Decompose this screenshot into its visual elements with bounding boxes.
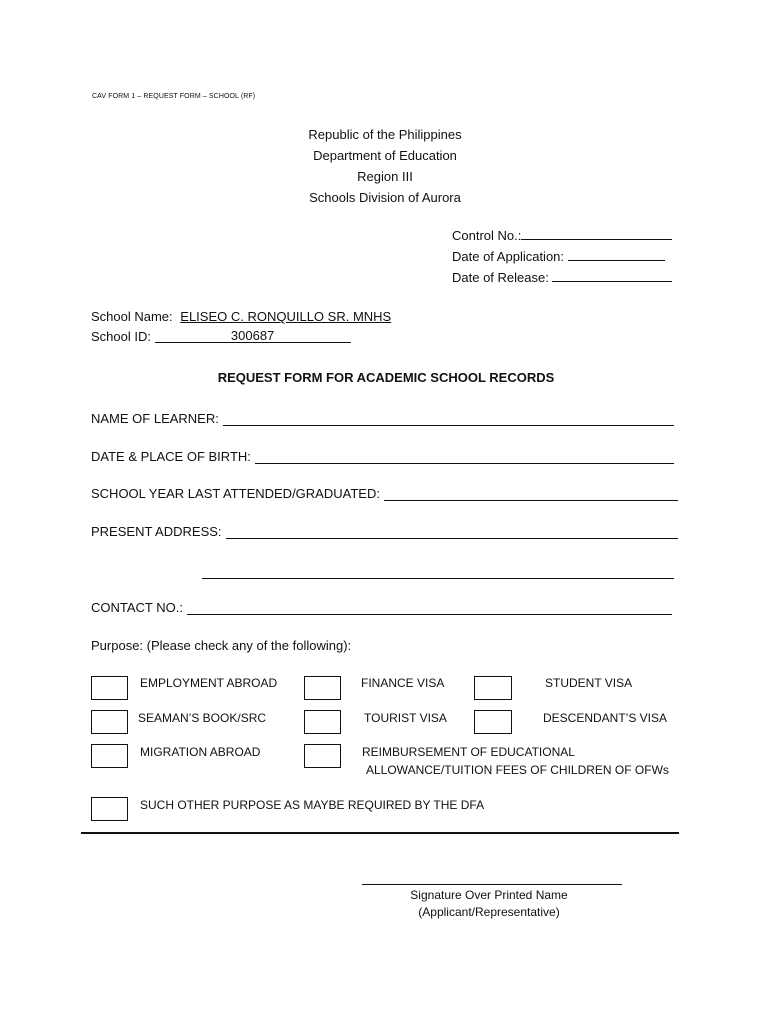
seamans-book-label: SEAMAN’S BOOK/SRC (138, 711, 267, 725)
other-purpose-label: SUCH OTHER PURPOSE AS MAYBE REQUIRED BY THE DFA (140, 798, 485, 812)
control-no-label: Control No.: (452, 228, 522, 243)
date-application-field[interactable] (568, 248, 665, 261)
learner-name-row (91, 411, 674, 426)
seamans-book-checkbox[interactable] (91, 710, 128, 734)
descendants-visa-checkbox[interactable] (474, 710, 512, 734)
employment-abroad-label: EMPLOYMENT ABROAD (140, 676, 278, 690)
date-application-row (452, 248, 665, 264)
header-department: Department of Education (313, 148, 457, 163)
address-row (91, 524, 678, 539)
school-name-label: School Name: (91, 309, 173, 324)
agency-header (0, 124, 768, 208)
migration-abroad-checkbox[interactable] (91, 744, 128, 768)
learner-name-field[interactable] (223, 413, 674, 426)
student-visa-label: STUDENT VISA (545, 676, 633, 690)
header-region: Region III (357, 169, 413, 184)
date-release-row (452, 269, 672, 285)
reimbursement-label-line1: REIMBURSEMENT OF EDUCATIONAL (362, 745, 575, 759)
school-id-label: School ID: (91, 329, 151, 344)
tourist-visa-label: TOURIST VISA (364, 711, 447, 725)
reimbursement-checkbox[interactable] (304, 744, 341, 768)
signature-caption (360, 887, 618, 921)
address-field[interactable] (226, 526, 678, 539)
other-purpose-checkbox[interactable] (91, 797, 128, 821)
control-no-field[interactable] (521, 227, 672, 240)
birth-row (91, 449, 674, 464)
migration-abroad-label: MIGRATION ABROAD (140, 745, 261, 759)
control-no-row (452, 227, 672, 243)
school-year-label: SCHOOL YEAR LAST ATTENDED/GRADUATED: (91, 486, 380, 501)
form-title: REQUEST FORM FOR ACADEMIC SCHOOL RECORDS (217, 370, 555, 385)
date-release-label: Date of Release: (452, 270, 549, 285)
school-id-value: 300687 (155, 328, 351, 343)
form-code: CAV FORM 1 – REQUEST FORM – SCHOOL (RF) (92, 93, 256, 100)
finance-visa-checkbox[interactable] (304, 676, 341, 700)
address-label: PRESENT ADDRESS: (91, 524, 222, 539)
purpose-label: Purpose: (Please check any of the following): (91, 638, 352, 653)
finance-visa-label: FINANCE VISA (361, 676, 445, 690)
signature-caption-line1: Signature Over Printed Name (410, 888, 568, 902)
signature-caption-line2: (Applicant/Representative) (418, 905, 560, 919)
descendants-visa-label: DESCENDANT’S VISA (543, 711, 668, 725)
section-divider (81, 832, 679, 834)
reimbursement-label-line2: ALLOWANCE/TUITION FEES OF CHILDREN OF OFWs (366, 763, 669, 777)
tourist-visa-checkbox[interactable] (304, 710, 341, 734)
contact-field[interactable] (187, 602, 672, 615)
contact-label: CONTACT NO.: (91, 600, 183, 615)
school-name-row (91, 309, 391, 324)
birth-field[interactable] (255, 451, 674, 464)
header-republic: Republic of the Philippines (308, 127, 462, 142)
employment-abroad-checkbox[interactable] (91, 676, 128, 700)
signature-line[interactable] (362, 884, 622, 885)
school-year-field[interactable] (384, 488, 678, 501)
date-application-label: Date of Application: (452, 249, 565, 264)
school-year-row (91, 486, 678, 501)
date-release-field[interactable] (552, 269, 672, 282)
school-name-value: ELISEO C. RONQUILLO SR. MNHS (180, 309, 392, 324)
learner-name-label: NAME OF LEARNER: (91, 411, 219, 426)
birth-label: DATE & PLACE OF BIRTH: (91, 449, 251, 464)
address-field-continued[interactable] (202, 578, 674, 579)
header-division: Schools Division of Aurora (309, 190, 461, 205)
student-visa-checkbox[interactable] (474, 676, 512, 700)
school-id-row (91, 329, 351, 344)
contact-row (91, 600, 672, 615)
